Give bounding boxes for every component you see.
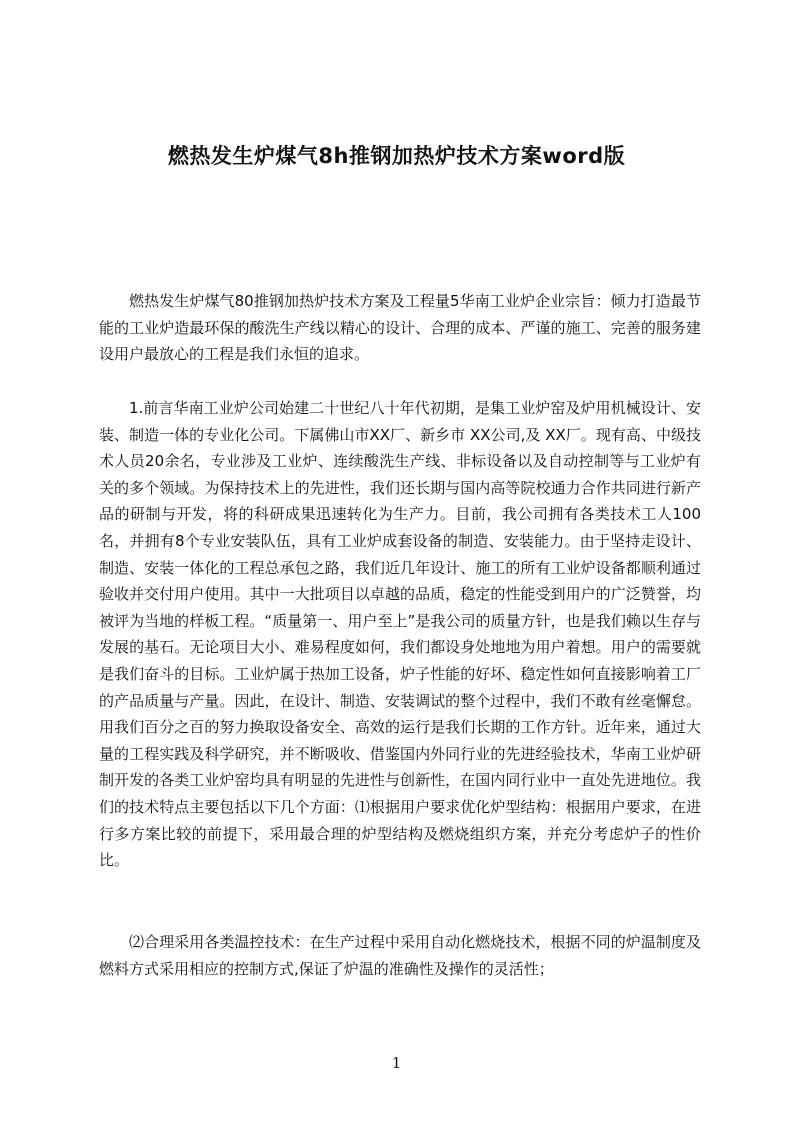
document-title: 燃热发生炉煤气8h推钢加热炉技术方案word版 bbox=[167, 144, 626, 168]
paragraph-temperature-control: ⑵合理采用各类温控技术：在生产过程中采用自动化燃烧技术，根据不同的炉温制度及燃料方式采用相应的控制方式,保证了炉温的准确性及操作的灵活性； bbox=[99, 933, 701, 978]
page-number: 1 bbox=[391, 1054, 402, 1072]
paragraph-introduction: 1.前言华南工业炉公司始建二十世纪八十年代初期，是集工业炉窑及炉用机械设计、安装、制造一体的专业化公司。下属佛山市XX厂、新乡市 XX公司,及 XX厂。现有高、中级技术人员20余名，专业涉及工业炉、连续酸洗生产线、非标设备以及自动控制等与工业炉有关的多个领域。为保持技术上的先进性，我们还长期与国内高等院校通力合作共同进行新产品的研制与开发，将的科研成果迅速转化为生产力。目前，我公司拥有各类技术工人100名，并拥有8个专业安装队伍，具有工业炉成套设备的制造、安装能力。由于坚持走设计、制造、安装一体化的工程总承包之路，我们近几年设计、施工的所有工业炉设备都顺利通过验收并交付用户使用。其中一大批项目以卓越的品质，稳定的性能受到用户的广泛赞誉，均被评为当地的样板工程。“质量第一、用户至上”是我公司的质量方针，也是我们赖以生存与发展的基石。无论项目大小、难易程度如何，我们都设身处地地为用户着想。用户的需要就是我们奋斗的目标。工业炉属于热加工设备，炉子性能的好坏、稳定性如何直接影响着工厂的产品质量与产量。因此，在设计、制造、安装调试的整个过程中，我们不敢有丝毫懈怠。用我们百分之百的努力换取设备安全、高效的运行是我们长期的工作方针。近年来，通过大量的工程实践及科学研究，并不断吸收、借鉴国内外同行业的先进经验技术，华南工业炉研制开发的各类工业炉窑均具有明显的先进性与创新性，在国内同行业中一直处先进地位。我们的技术特点主要包括以下几个方面：⑴根据用户要求优化炉型结构：根据用户要求，在进行多方案比较的前提下，采用最合理的炉型结构及燃烧组织方案，并充分考虑炉子的性价比。 bbox=[99, 399, 701, 870]
paragraph-company-mission: 燃热发生炉煤气80推钢加热炉技术方案及工程量5华南工业炉企业宗旨：倾力打造最节能的工业炉造最环保的酸洗生产线以精心的设计、合理的成本、严谨的施工、完善的服务建设用户最放心的工程是我们永恒的追求。 bbox=[99, 292, 701, 364]
